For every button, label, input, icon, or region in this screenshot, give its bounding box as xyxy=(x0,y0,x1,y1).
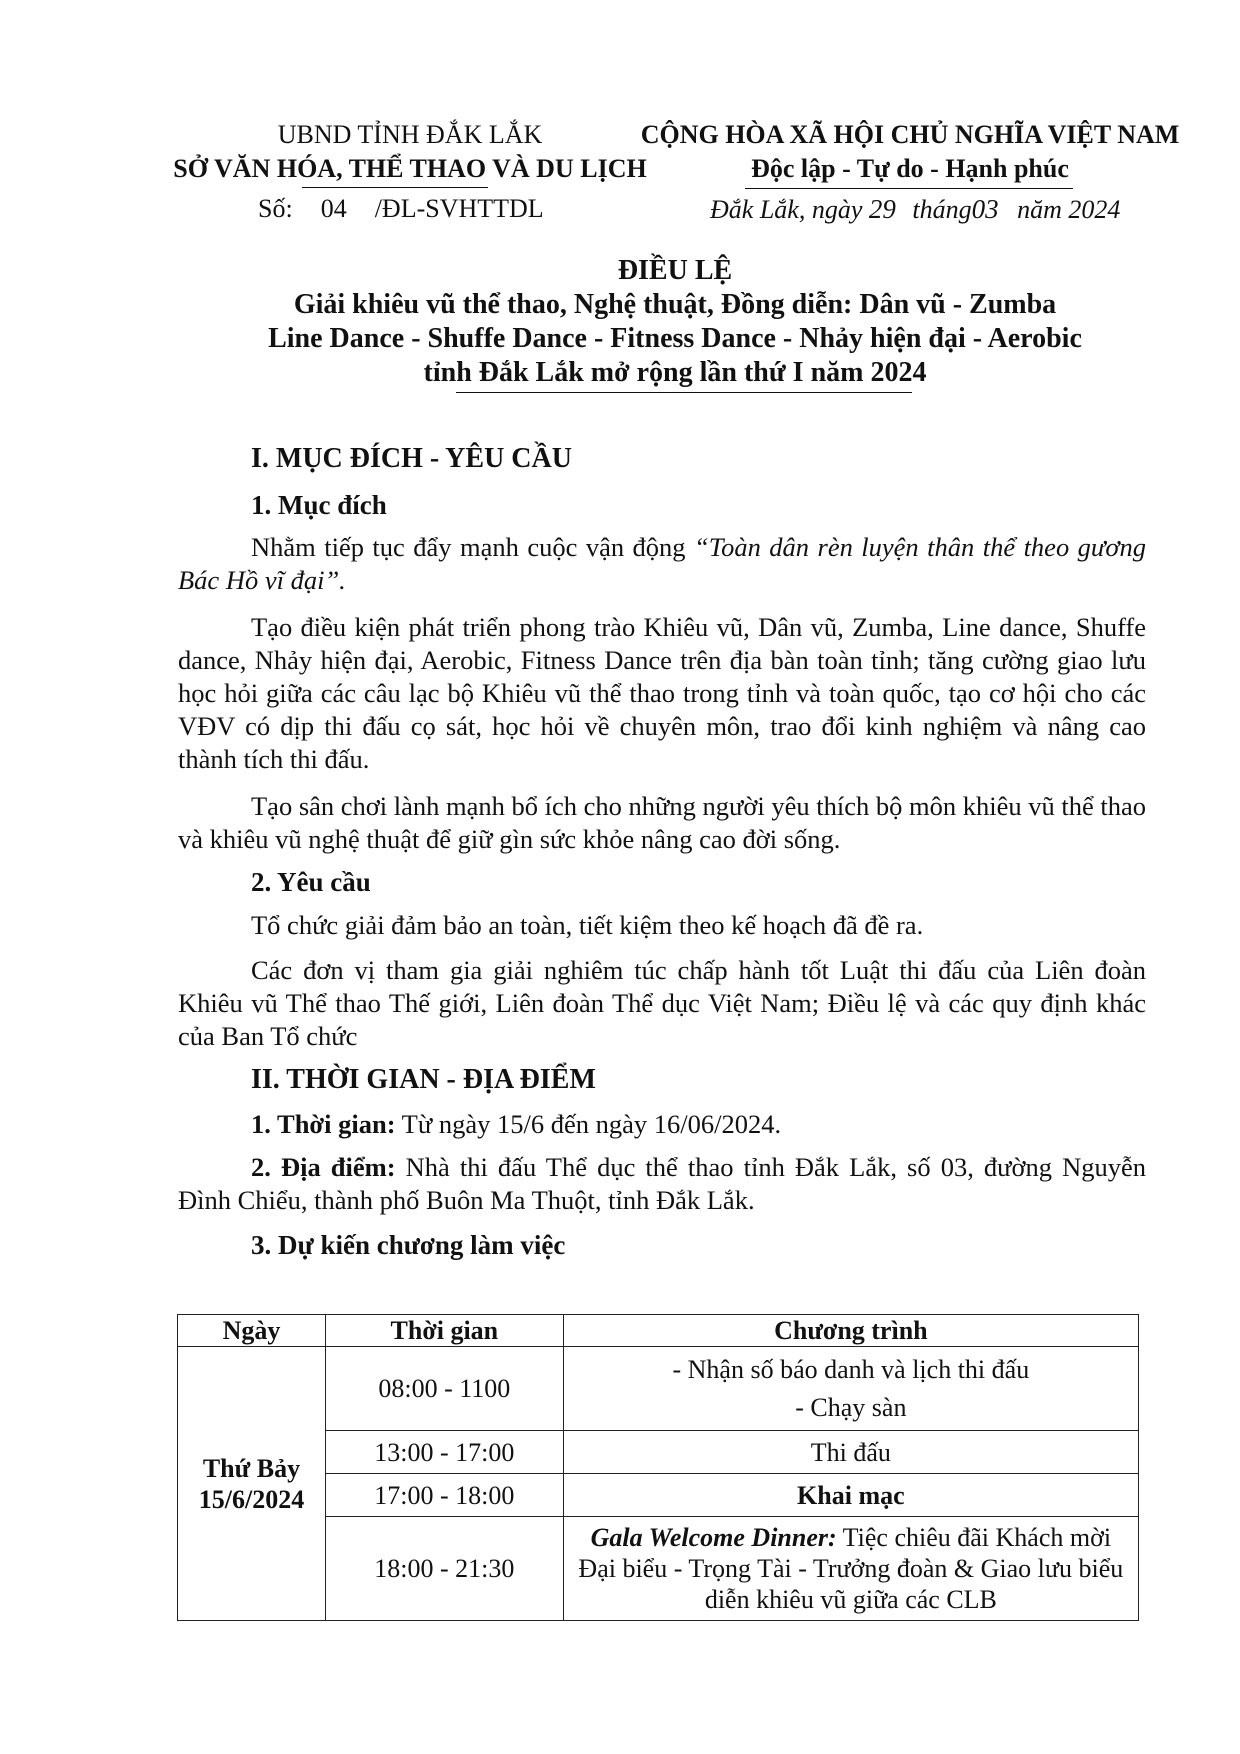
title-underline xyxy=(456,392,912,393)
purpose-paragraph-2: Tạo điều kiện phát triển phong trào Khiêu vũ, Dân vũ, Zumba, Line dance, Shuffe dance, Nhảy hiện đại, Aerobic, Fitness Dance trên địa bàn toàn tỉnh; tăng cường giao lưu học hỏi giữa các câu lạc bộ Khiêu vũ thể thao trong tỉnh và toàn quốc, tạo cơ hội cho các VĐV có dịp thi đấu cọ sát, học hỏi về chuyên môn, trao đổi kinh nghiệm và nâng cao thành tích thi đấu. xyxy=(178,612,1146,774)
table-row xyxy=(178,1347,1139,1431)
motto-underline xyxy=(745,188,1073,189)
column-header-program: Chương trình xyxy=(563,1315,1138,1347)
place-paragraph: 2. Địa điểm: Nhà thi đấu Thể dục thể thao tỉnh Đắk Lắk, số 03, đường Nguyễn Đình Chiểu, thành phố Buôn Ma Thuột, tỉnh Đắk Lắk. xyxy=(178,1152,1147,1215)
program-cell: Khai mạc xyxy=(563,1474,1138,1517)
motto: Độc lập - Tự do - Hạnh phúc xyxy=(751,154,1069,183)
day-cell: Thứ Bảy 15/6/2024 xyxy=(178,1347,326,1621)
program-cell: Thi đấu xyxy=(563,1431,1138,1474)
time-cell: 17:00 - 18:00 xyxy=(325,1474,563,1517)
table-header-row xyxy=(178,1315,1139,1347)
issuing-agency xyxy=(170,118,650,186)
date-day: 29 xyxy=(868,194,896,224)
province-committee: UBND TỈNH ĐẮK LẮK xyxy=(277,120,543,149)
section-2-heading: II. THỜI GIAN - ĐỊA ĐIỂM xyxy=(251,1064,596,1095)
column-header-day: Ngày xyxy=(178,1315,326,1347)
title-line-2: Giải khiêu vũ thể thao, Nghệ thuật, Đồng diễn: Dân vũ - Zumba xyxy=(293,289,1057,320)
section-1-heading: I. MỤC ĐÍCH - YÊU CẦU xyxy=(251,443,572,474)
purpose-subheading: 1. Mục đích xyxy=(251,490,387,520)
title-line-4: tỉnh Đắk Lắk mở rộng lần thứ I năm 2024 xyxy=(423,357,927,388)
issue-date: Đắk Lắk, ngày 29 tháng03 năm 2024 xyxy=(710,194,1121,224)
country-name: CỘNG HÒA XÃ HỘI CHỦ NGHĨA VIỆT NAM xyxy=(640,120,1180,149)
campaign-quote: “Toàn dân rèn luyện thân thể theo gương Bác Hồ vĩ đại”. xyxy=(178,532,1147,595)
agency-underline xyxy=(302,187,488,188)
purpose-paragraph-1: Nhằm tiếp tục đẩy mạnh cuộc vận động “Toàn dân rèn luyện thân thể theo gương Bác Hồ vĩ đại”. xyxy=(178,532,1147,595)
national-motto xyxy=(640,118,1180,186)
date-month: 03 xyxy=(971,194,999,224)
column-header-time: Thời gian xyxy=(325,1315,563,1347)
time-cell: 08:00 - 1100 xyxy=(325,1347,563,1431)
requirement-paragraph-2: Các đơn vị tham gia giải nghiêm túc chấp hành tốt Luật thi đấu của Liên đoàn Khiêu vũ Thể thao Thế giới, Liên đoàn Thể dục Việt Nam; Điều lệ và các quy định khác của Ban Tổ chức xyxy=(178,955,1146,1051)
schedule-subheading: 3. Dự kiến chương làm việc xyxy=(251,1230,566,1260)
title-line-1: ĐIỀU LỆ xyxy=(617,255,733,286)
purpose-paragraph-3: Tạo sân chơi lành mạnh bổ ích cho những người yêu thích bộ môn khiêu vũ thể thao và khiêu vũ nghệ thuật để giữ gìn sức khỏe nâng cao đời sống. xyxy=(178,791,1147,854)
time-cell: 18:00 - 21:30 xyxy=(325,1517,563,1621)
title-line-3: Line Dance - Shuffe Dance - Fitness Dance - Nhảy hiện đại - Aerobic xyxy=(268,323,1082,354)
section-purpose xyxy=(178,442,1146,1262)
requirement-paragraph-1: Tổ chức giải đảm bảo an toàn, tiết kiệm theo kế hoạch đã đề ra. xyxy=(251,910,924,940)
document-title xyxy=(170,254,1180,390)
time-cell: 13:00 - 17:00 xyxy=(325,1431,563,1474)
doc-number-value: 04 xyxy=(320,194,347,223)
schedule-table xyxy=(177,1314,1139,1621)
department-name: SỞ VĂN HÓA, THỂ THAO VÀ DU LỊCH xyxy=(173,154,647,183)
requirement-subheading: 2. Yêu cầu xyxy=(251,867,371,897)
time-paragraph: 1. Thời gian: Từ ngày 15/6 đến ngày 16/06/2024. xyxy=(251,1109,782,1139)
program-cell: Gala Welcome Dinner: Tiệc chiêu đãi Khách mời Đại biểu - Trọng Tài - Trưởng đoàn & Giao lưu biểu diễn khiêu vũ giữa các CLB xyxy=(563,1517,1138,1621)
document-number: Số: 04 /ĐL-SVHTTDL xyxy=(258,194,544,223)
program-cell: - Nhận số báo danh và lịch thi đấu - Chạy sàn xyxy=(563,1347,1138,1431)
